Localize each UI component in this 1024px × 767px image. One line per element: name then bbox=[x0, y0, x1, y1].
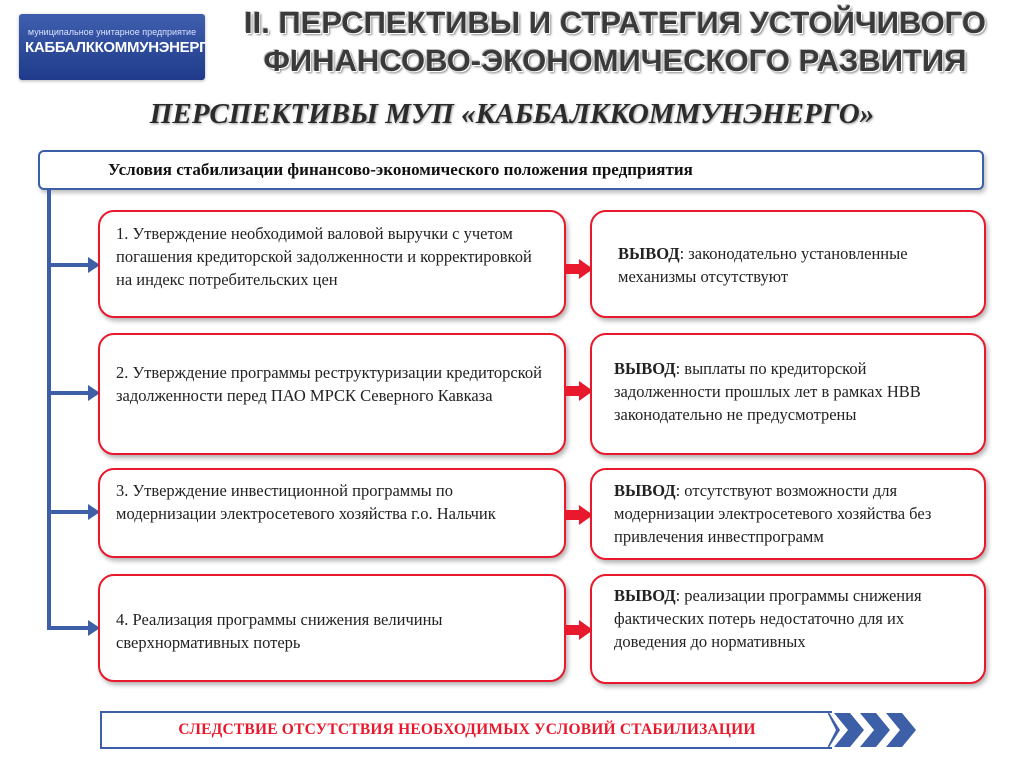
conclusion-label-4: ВЫВОД bbox=[614, 586, 676, 605]
condition-text-2: 2. Утверждение программы реструктуризации кредиторской задолженности перед ПАО МРСК Северного Кавказа bbox=[116, 363, 542, 405]
slide-title-line-2: ФИНАНСОВО-ЭКОНОМИЧЕСКОГО РАЗВИТИЯ bbox=[263, 43, 967, 78]
slide-title-line-1: II. ПЕРСПЕКТИВЫ И СТРАТЕГИЯ УСТОЙЧИВОГО bbox=[243, 5, 987, 40]
logo-caption: муниципальное унитарное предприятие bbox=[27, 27, 197, 37]
condition-box-1 bbox=[98, 210, 566, 318]
conditions-header bbox=[38, 150, 984, 190]
condition-box-3 bbox=[98, 468, 566, 558]
condition-text-3: 3. Утверждение инвестиционной программы по модернизации электросетевого хозяйства г.о. Нальчик bbox=[116, 481, 496, 523]
logo-name: КАББАЛККОММУНЭНЕРГО bbox=[25, 39, 219, 56]
chevron-right-icon bbox=[884, 711, 918, 749]
conclusion-label-3: ВЫВОД bbox=[614, 481, 676, 500]
connector-line bbox=[47, 190, 51, 630]
connector-branch-1 bbox=[49, 263, 89, 267]
condition-box-4 bbox=[98, 574, 566, 682]
conclusion-box-3 bbox=[590, 468, 986, 560]
conclusion-text-4: : реализации программы снижения фактических потерь недостаточно для их доведения до нормативных bbox=[614, 586, 922, 651]
conclusion-box-4 bbox=[590, 574, 986, 684]
conclusion-text-3: : отсутствуют возможности для модернизации электросетевого хозяйства без привлечения инвестпрограмм bbox=[614, 481, 932, 546]
conclusion-text-2: : выплаты по кредиторской задолженности прошлых лет в рамках НВВ законодательно не предусмотрены bbox=[614, 359, 921, 424]
connector-branch-4 bbox=[49, 626, 89, 630]
consequence-banner bbox=[100, 711, 832, 749]
condition-box-2 bbox=[98, 333, 566, 455]
conclusion-box-1 bbox=[590, 210, 986, 318]
consequence-text: СЛЕДСТВИЕ ОТСУТСТВИЯ НЕОБХОДИМЫХ УСЛОВИЙ СТАБИЛИЗАЦИИ bbox=[178, 721, 756, 738]
connector-branch-3 bbox=[49, 510, 89, 514]
conclusion-text-1: : законодательно установленные механизмы отсутствуют bbox=[618, 244, 908, 286]
conclusion-box-2 bbox=[590, 333, 986, 455]
conditions-header-text: Условия стабилизации финансово-экономического положения предприятия bbox=[108, 160, 693, 179]
slide-subtitle: ПЕРСПЕКТИВЫ МУП «КАББАЛККОММУНЭНЕРГО» bbox=[149, 98, 875, 130]
company-logo bbox=[19, 14, 219, 80]
connector-branch-2 bbox=[49, 391, 89, 395]
slide-title bbox=[220, 4, 1010, 80]
condition-text-1: 1. Утверждение необходимой валовой выручки с учетом погашения кредиторской задолженности и корректировкой на индекс потребительских цен bbox=[116, 224, 532, 289]
conclusion-label-2: ВЫВОД bbox=[614, 359, 676, 378]
conclusion-label-1: ВЫВОД bbox=[618, 244, 680, 263]
condition-text-4: 4. Реализация программы снижения величины сверхнормативных потерь bbox=[116, 610, 443, 652]
